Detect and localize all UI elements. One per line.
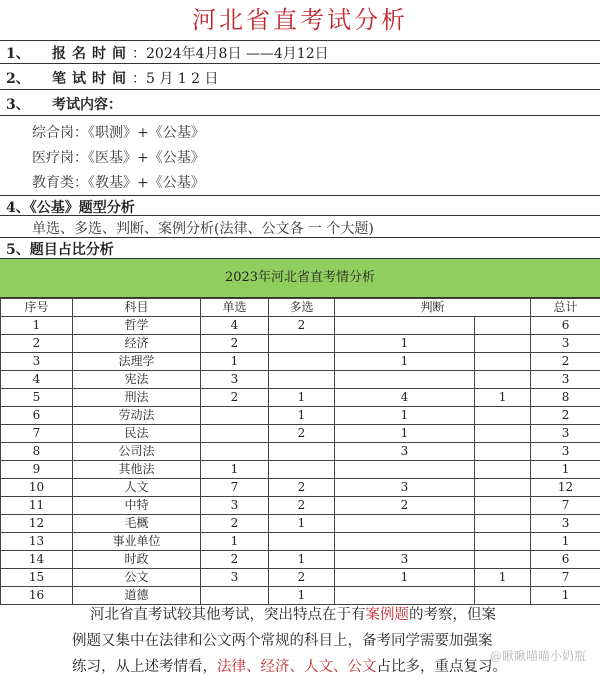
table-row [1, 569, 600, 587]
subject-cell: 公文 [73, 569, 201, 587]
item-number: 5、 [6, 242, 30, 258]
subject-cell: 道德 [73, 587, 201, 605]
subject-cell: 法理学 [73, 353, 201, 371]
judgment-cell: 3 [335, 443, 475, 461]
row-index: 11 [1, 497, 73, 515]
single-choice-cell: 2 [201, 335, 269, 353]
subject-cell: 人文 [73, 479, 201, 497]
single-choice-cell: 7 [201, 479, 269, 497]
judgment-cell: 1 [335, 335, 475, 353]
table-row [1, 515, 600, 533]
row-index: 14 [1, 551, 73, 569]
content-line: 综合岗：《职测》+《公基》 [32, 122, 205, 142]
case-analysis-cell [475, 497, 531, 515]
row-index: 6 [1, 407, 73, 425]
single-choice-cell [201, 407, 269, 425]
section-4-desc-row [0, 216, 600, 238]
registration-value: ：2024年4月8日 ——4月12日 [132, 46, 329, 62]
single-choice-cell: 3 [201, 497, 269, 515]
case-analysis-cell: 1 [475, 389, 531, 407]
multi-choice-cell [269, 461, 335, 479]
multi-choice-cell: 2 [269, 479, 335, 497]
registration-label: 报名时间 [52, 46, 132, 62]
judgment-cell [335, 515, 475, 533]
section-4-label: 《公基》题型分析 [30, 200, 135, 216]
item-number: 4、 [6, 200, 30, 216]
subject-cell: 经济 [73, 335, 201, 353]
single-choice-cell [201, 425, 269, 443]
row-index: 4 [1, 371, 73, 389]
row-index: 13 [1, 533, 73, 551]
registration-time-row [0, 40, 600, 64]
summary-text: 例题又集中在法律和公文两个常规的科目上，备考同学需要加强 [72, 633, 478, 649]
total-cell: 3 [531, 425, 600, 443]
exam-value: ：5 月 1 2 日 [132, 71, 219, 87]
content-label: 考试内容： [52, 97, 122, 113]
multi-choice-cell [269, 353, 335, 371]
row-index: 9 [1, 461, 73, 479]
judgment-cell [335, 371, 475, 389]
col-header: 序号 [1, 299, 73, 317]
total-cell: 12 [531, 479, 600, 497]
content-list [0, 116, 600, 196]
table-row [1, 353, 600, 371]
table-row [1, 497, 600, 515]
total-cell: 3 [531, 443, 600, 461]
total-cell: 3 [531, 335, 600, 353]
table-row [1, 389, 600, 407]
single-choice-cell: 1 [201, 533, 269, 551]
table-row [1, 425, 600, 443]
multi-choice-cell: 2 [269, 425, 335, 443]
table-header-row [1, 299, 600, 317]
subject-cell: 宪法 [73, 371, 201, 389]
single-choice-cell: 3 [201, 569, 269, 587]
table-row [1, 317, 600, 335]
subject-cell: 事业单位 [73, 533, 201, 551]
section-4-desc: 单选、多选、判断、案例分析(法律、公文各 一 个大题) [32, 218, 374, 238]
judgment-cell [335, 533, 475, 551]
single-choice-cell: 4 [201, 317, 269, 335]
multi-choice-cell [269, 443, 335, 461]
judgment-cell: 3 [335, 551, 475, 569]
item-number: 3、 [6, 94, 42, 114]
total-cell: 1 [531, 461, 600, 479]
table-row [1, 461, 600, 479]
row-index: 2 [1, 335, 73, 353]
row-index: 12 [1, 515, 73, 533]
subject-cell: 中特 [73, 497, 201, 515]
section-5-heading-row [0, 238, 600, 258]
total-cell: 7 [531, 569, 600, 587]
row-index: 7 [1, 425, 73, 443]
subject-cell: 公司法 [73, 443, 201, 461]
single-choice-cell: 3 [201, 371, 269, 389]
subject-cell: 毛概 [73, 515, 201, 533]
multi-choice-cell [269, 335, 335, 353]
total-cell: 6 [531, 551, 600, 569]
subject-cell: 刑法 [73, 389, 201, 407]
case-analysis-cell [475, 335, 531, 353]
case-analysis-cell [475, 479, 531, 497]
single-choice-cell: 2 [201, 389, 269, 407]
subject-cell: 哲学 [73, 317, 201, 335]
col-header: 单选 [201, 299, 269, 317]
multi-choice-cell [269, 371, 335, 389]
multi-choice-cell: 1 [269, 407, 335, 425]
multi-choice-cell: 1 [269, 551, 335, 569]
subject-cell: 时政 [73, 551, 201, 569]
total-cell: 7 [531, 497, 600, 515]
row-index: 5 [1, 389, 73, 407]
case-analysis-cell [475, 551, 531, 569]
subject-cell: 其他法 [73, 461, 201, 479]
summary-paragraph [0, 600, 600, 678]
exam-label: 笔试时间 [52, 71, 132, 87]
multi-choice-cell: 2 [269, 317, 335, 335]
single-choice-cell: 1 [201, 353, 269, 371]
summary-text: 案 [478, 633, 493, 649]
judgment-cell: 1 [335, 407, 475, 425]
single-choice-cell: 2 [201, 515, 269, 533]
row-index: 1 [1, 317, 73, 335]
judgment-cell: 1 [335, 425, 475, 443]
total-cell: 1 [531, 533, 600, 551]
judgment-cell: 3 [335, 479, 475, 497]
table-row [1, 335, 600, 353]
col-header: 总计 [531, 299, 600, 317]
subject-cell: 民法 [73, 425, 201, 443]
row-index: 3 [1, 353, 73, 371]
content-line: 医疗岗：《医基》+《公基》 [32, 147, 205, 167]
col-header: 多选 [269, 299, 335, 317]
section-4-heading-row [0, 196, 600, 216]
summary-text: 的考察，但案 [409, 607, 496, 623]
total-cell: 3 [531, 515, 600, 533]
table-title-bar: 2023年河北省直考情分析 [0, 258, 600, 298]
case-analysis-cell [475, 371, 531, 389]
analysis-table [0, 298, 600, 605]
row-index: 10 [1, 479, 73, 497]
multi-choice-cell: 2 [269, 569, 335, 587]
row-index: 15 [1, 569, 73, 587]
single-choice-cell: 1 [201, 461, 269, 479]
col-header: 判断 [335, 299, 531, 317]
multi-choice-cell [269, 533, 335, 551]
item-number: 1、 [6, 43, 42, 63]
case-analysis-cell [475, 443, 531, 461]
case-analysis-cell [475, 425, 531, 443]
summary-text: 占比多，重点复习。 [377, 659, 508, 675]
judgment-cell: 2 [335, 497, 475, 515]
total-cell: 3 [531, 371, 600, 389]
section-5-label: 题目占比分析 [30, 242, 114, 258]
single-choice-cell: 2 [201, 551, 269, 569]
judgment-cell: 1 [335, 569, 475, 587]
subject-cell: 劳动法 [73, 407, 201, 425]
exam-time-row [0, 64, 600, 90]
item-number: 2、 [6, 68, 42, 88]
case-analysis-cell [475, 533, 531, 551]
page-title: 河北省直考试分析 [0, 0, 600, 41]
case-analysis-cell [475, 515, 531, 533]
case-analysis-cell [475, 353, 531, 371]
summary-highlight: 案例题 [366, 607, 410, 623]
table-row [1, 407, 600, 425]
total-cell: 8 [531, 389, 600, 407]
total-cell: 2 [531, 353, 600, 371]
total-cell: 2 [531, 407, 600, 425]
table-row [1, 479, 600, 497]
total-cell: 1 [531, 587, 600, 605]
multi-choice-cell: 2 [269, 497, 335, 515]
case-analysis-cell [475, 407, 531, 425]
row-index: 16 [1, 587, 73, 605]
watermark: @瞅瞅喵喵小奶瓶 [490, 647, 586, 664]
judgment-cell [335, 317, 475, 335]
case-analysis-cell: 1 [475, 569, 531, 587]
content-line: 教育类：《教基》+《公基》 [32, 172, 205, 192]
judgment-cell: 1 [335, 353, 475, 371]
case-analysis-cell [475, 461, 531, 479]
judgment-cell [335, 461, 475, 479]
table-row [1, 371, 600, 389]
exam-content-row [0, 90, 600, 116]
multi-choice-cell: 1 [269, 389, 335, 407]
total-cell: 6 [531, 317, 600, 335]
summary-text: 练习，从上述考情看， [72, 659, 217, 675]
row-index: 8 [1, 443, 73, 461]
multi-choice-cell: 1 [269, 587, 335, 605]
single-choice-cell [201, 443, 269, 461]
col-header: 科目 [73, 299, 201, 317]
table-row [1, 551, 600, 569]
case-analysis-cell [475, 317, 531, 335]
summary-text: 河北省直考试较其他考试，突出特点在于有 [90, 607, 366, 623]
table-row [1, 443, 600, 461]
summary-highlight: 法律、经济、人文、公文 [217, 659, 377, 675]
table-row [1, 533, 600, 551]
judgment-cell: 4 [335, 389, 475, 407]
multi-choice-cell: 1 [269, 515, 335, 533]
